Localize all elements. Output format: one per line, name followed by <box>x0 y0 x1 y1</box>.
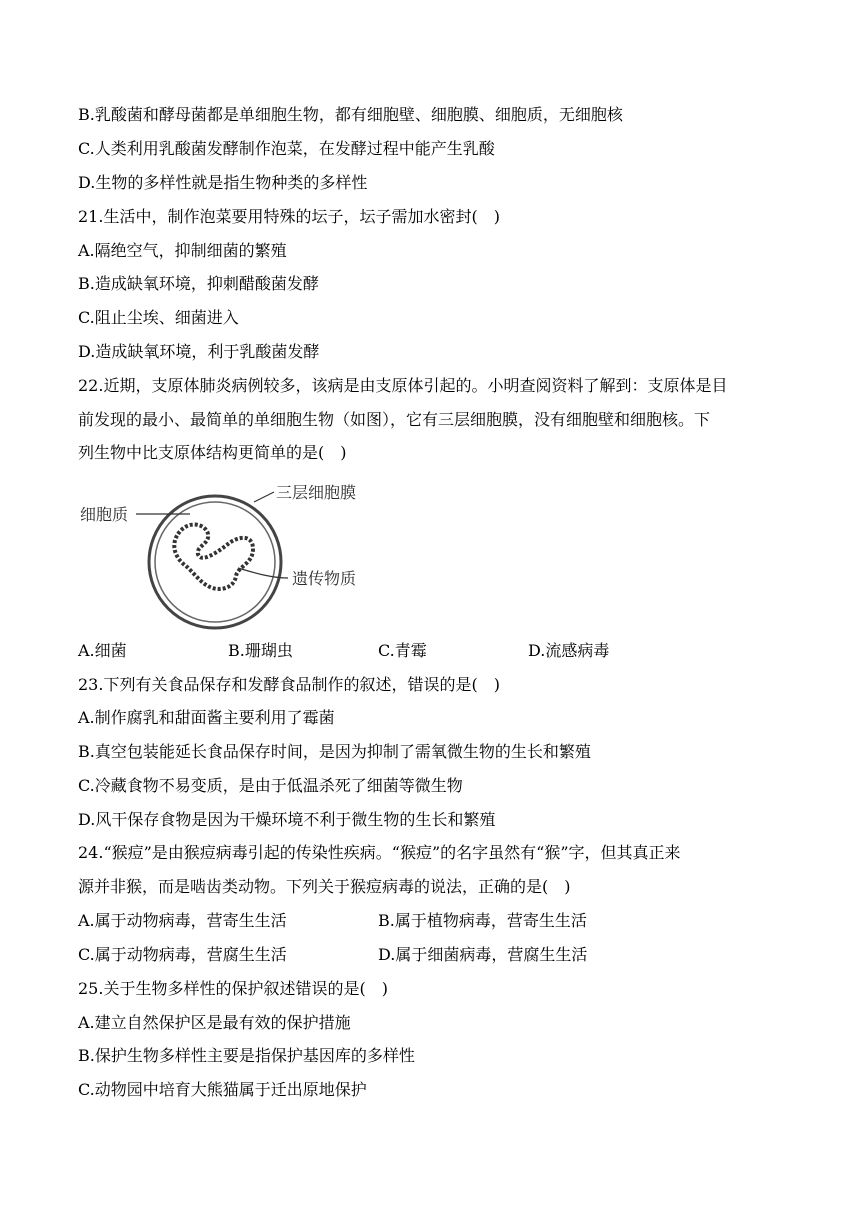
q25-stem: 25.关于生物多样性的保护叙述错误的是( ) <box>78 979 388 998</box>
q22-option-d: D.流感病毒 <box>528 641 610 660</box>
q22-option-b: B.珊瑚虫 <box>228 641 293 660</box>
q23-option-c: C.冷藏食物不易变质，是由于低温杀死了细菌等微生物 <box>78 776 463 795</box>
label-genetic-material: 遗传物质 <box>292 569 357 588</box>
q24-stem-line-1: 24.“猴痘”是由猴痘病毒引起的传染性疾病。“猴痘”的名字虽然有“猴”字，但其真正来 <box>78 843 681 862</box>
q23-stem: 23.下列有关食品保存和发酵食品制作的叙述，错误的是( ) <box>78 675 500 694</box>
label-membrane: 三层细胞膜 <box>276 483 357 502</box>
label-cytoplasm: 细胞质 <box>80 505 129 524</box>
outer-membrane <box>149 496 281 628</box>
q25-option-a: A.建立自然保护区是最有效的保护措施 <box>78 1013 351 1032</box>
q24-option-a: A.属于动物病毒，营寄生生活 <box>78 911 287 930</box>
q22-option-a: A.细菌 <box>78 641 127 660</box>
q23-option-a: A.制作腐乳和甜面酱主要利用了霉菌 <box>78 708 335 727</box>
q24-option-b: B.属于植物病毒，营寄生生活 <box>378 911 587 930</box>
q22-stem-line-1: 22.近期，支原体肺炎病例较多，该病是由支原体引起的。小明查阅资料了解到：支原体是目 <box>78 376 728 395</box>
q24-option-d: D.属于细菌病毒，营腐生生活 <box>378 945 588 964</box>
q23-option-d: D.风干保存食物是因为干燥环境不利于微生物的生长和繁殖 <box>78 810 496 829</box>
q22-option-c: C.青霉 <box>378 641 427 660</box>
q20-option-c: C.人类利用乳酸菌发酵制作泡菜，在发酵过程中能产生乳酸 <box>78 139 495 158</box>
q21-option-d: D.造成缺氧环境，利于乳酸菌发酵 <box>78 342 320 361</box>
q24-stem-line-2: 源并非猴，而是啮齿类动物。下列关于猴痘病毒的说法，正确的是( ) <box>78 877 571 896</box>
membrane-pointer <box>254 492 274 502</box>
q24-option-c: C.属于动物病毒，营腐生生活 <box>78 945 287 964</box>
q25-option-b: B.保护生物多样性主要是指保护基因库的多样性 <box>78 1046 415 1065</box>
q20-option-b: B.乳酸菌和酵母菌都是单细胞生物，都有细胞壁、细胞膜、细胞质，无细胞核 <box>78 105 623 124</box>
q22-stem-line-3: 列生物中比支原体结构更简单的是( ) <box>78 443 347 462</box>
mycoplasma-diagram <box>78 474 378 630</box>
q21-option-b: B.造成缺氧环境，抑刺醋酸菌发酵 <box>78 274 319 293</box>
inner-membrane <box>155 502 275 622</box>
q22-stem-line-2: 前发现的最小、最简单的单细胞生物（如图），它有三层细胞膜，没有细胞壁和细胞核。下 <box>78 410 711 429</box>
q25-option-c: C.动物园中培育大熊猫属于迁出原地保护 <box>78 1080 367 1099</box>
genetic-material <box>174 525 253 589</box>
q21-stem: 21.生活中，制作泡菜要用特殊的坛子，坛子需加水密封( ) <box>78 207 500 226</box>
q20-option-d: D.生物的多样性就是指生物种类的多样性 <box>78 173 368 192</box>
q21-option-c: C.阻止尘埃、细菌进入 <box>78 308 239 327</box>
q21-option-a: A.隔绝空气，抑制细菌的繁殖 <box>78 241 287 260</box>
q23-option-b: B.真空包装能延长食品保存时间，是因为抑制了需氧微生物的生长和繁殖 <box>78 742 591 761</box>
